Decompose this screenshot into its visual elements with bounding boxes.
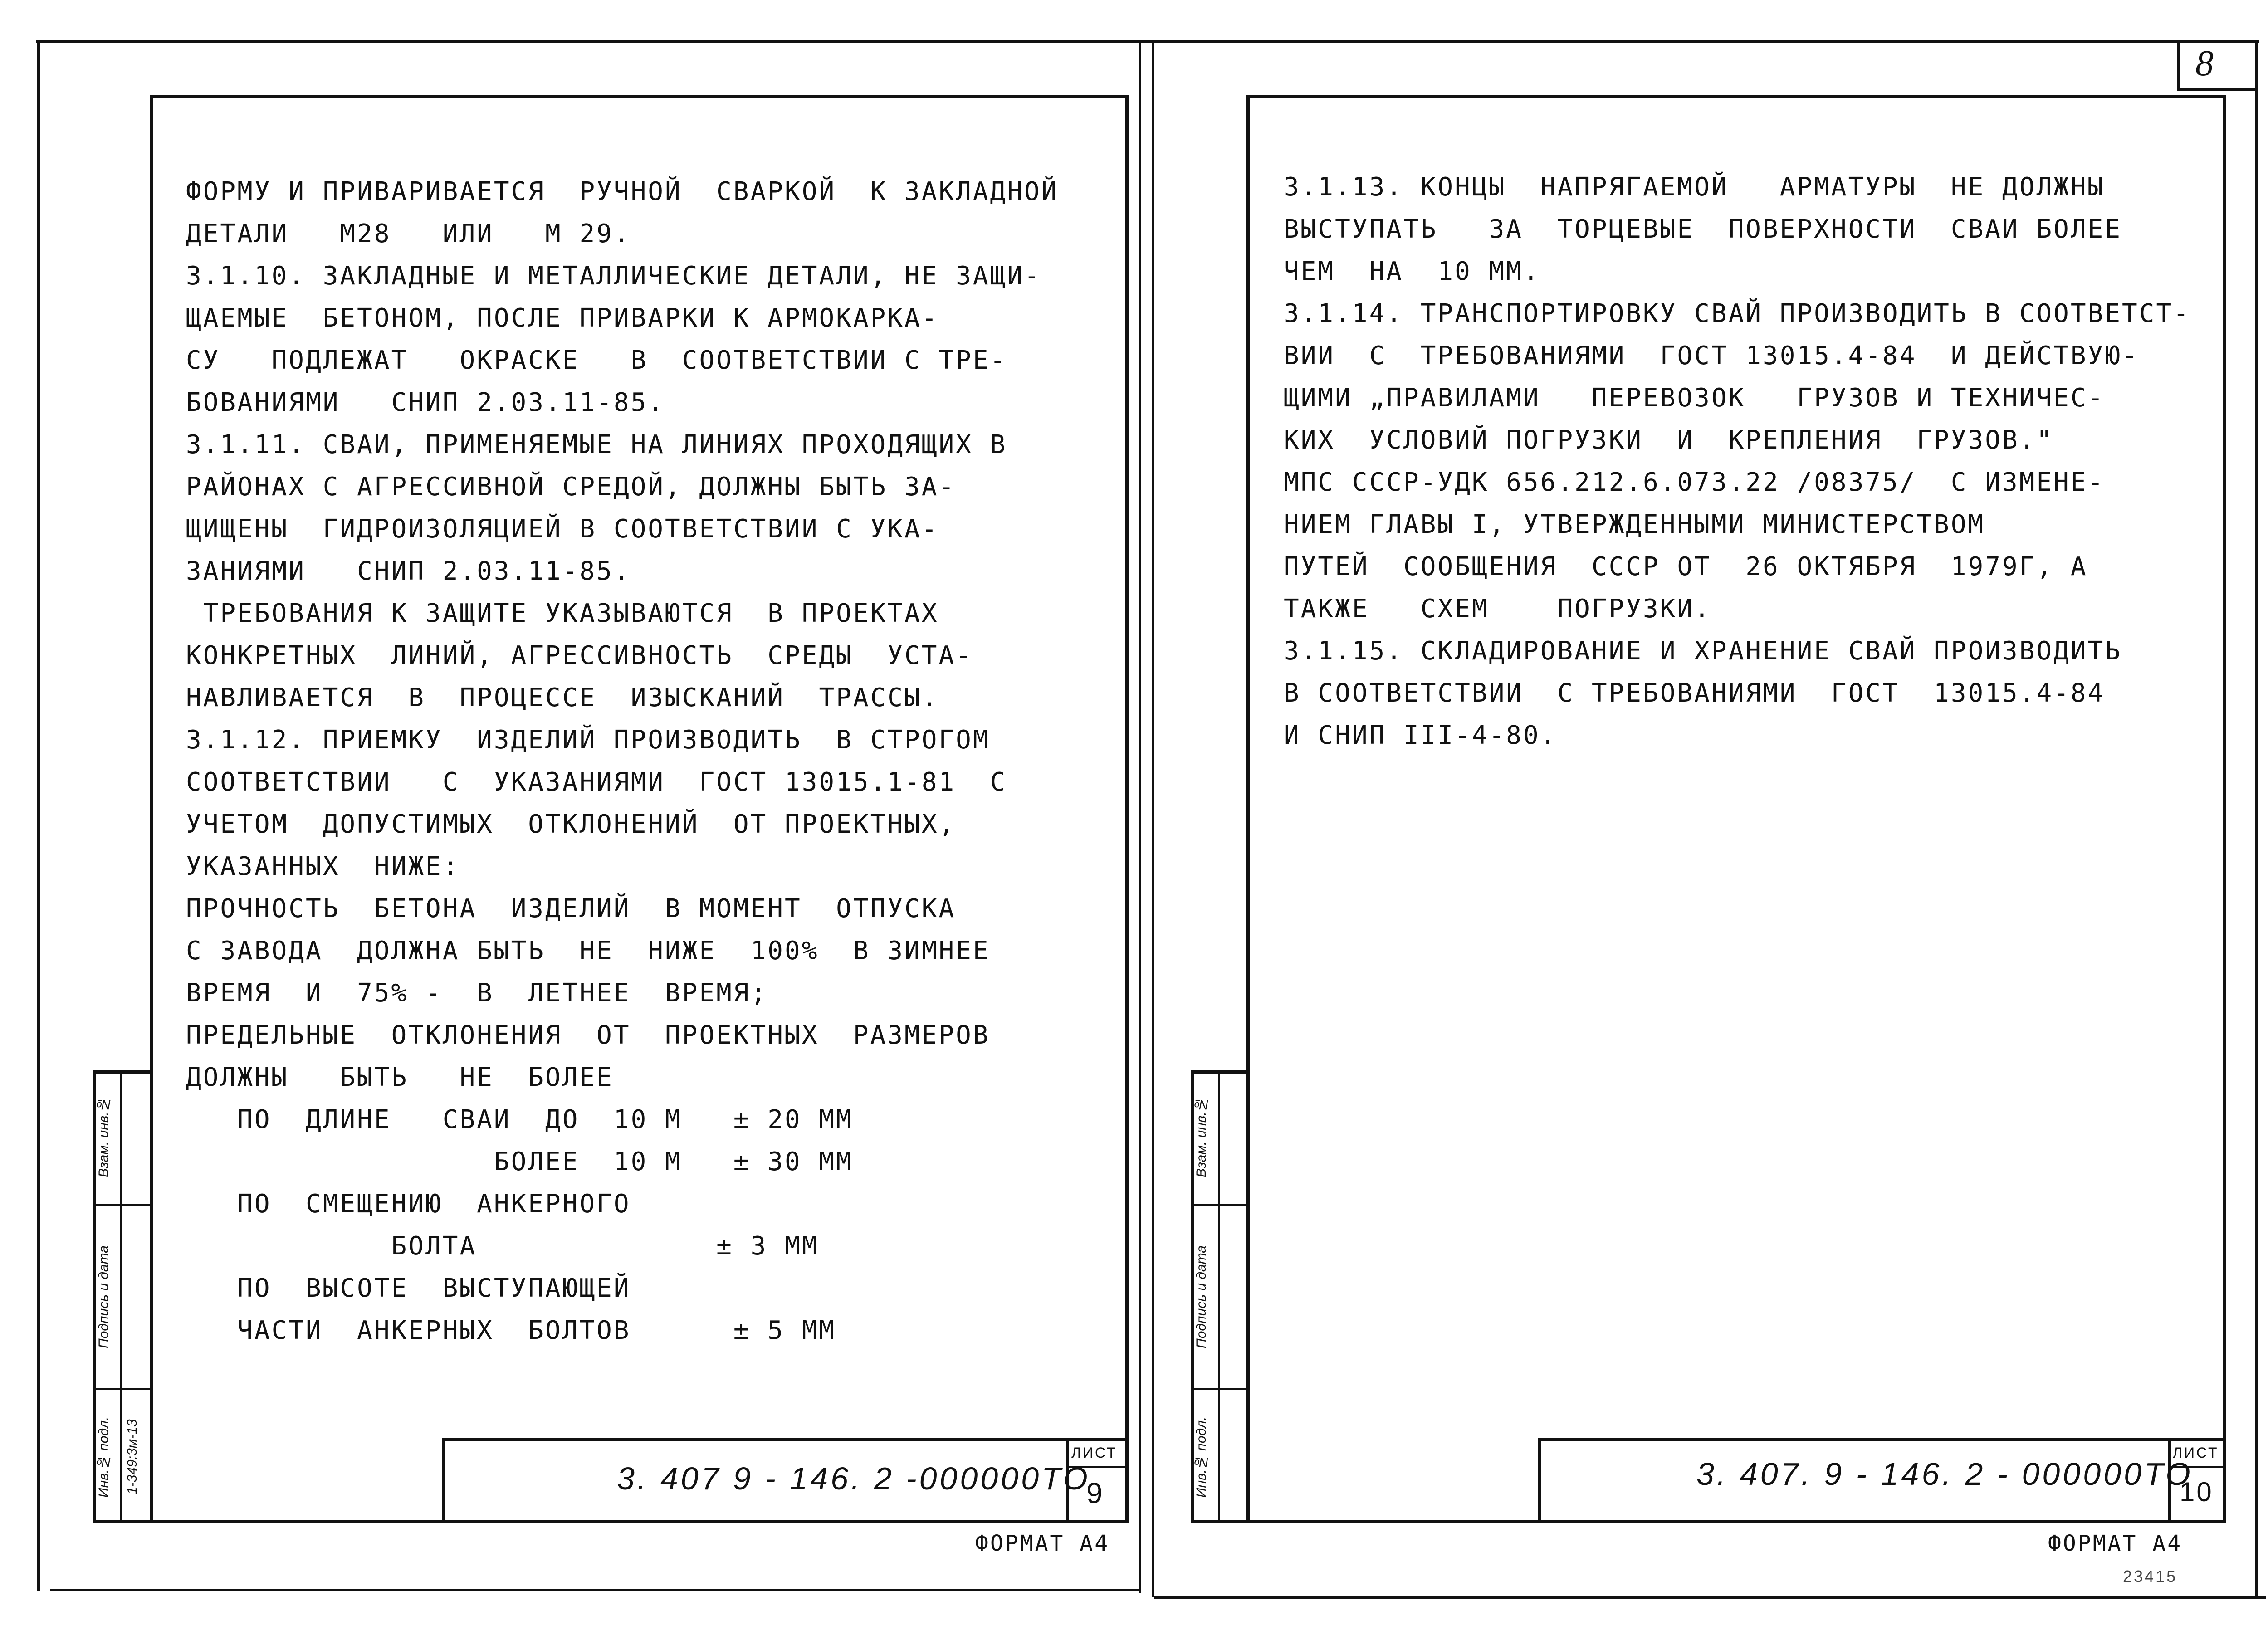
left-line-26: БОЛТА ± 3 ММ [186,1231,819,1261]
right-line-12: 3.1.15. СКЛАДИРОВАНИЕ И ХРАНЕНИЕ СВАЙ ПРОИЗВОДИТЬ [1284,636,2122,666]
left-line-27: ПО ВЫСОТЕ ВЫСТУПАЮЩЕЙ [186,1274,631,1303]
right-line-6: ЩИМИ „ПРАВИЛАМИ ПЕРЕВОЗОК ГРУЗОВ И ТЕХНИЧЕС- [1284,383,2105,413]
left-margin-col-divider [120,1070,122,1523]
left-stamp-code: 3. 407 9 - 146. 2 -000000ТО [617,1461,1090,1496]
outer-bottom-line-right [1154,1596,2266,1599]
outer-bottom-line-left [50,1589,1139,1591]
right-side-label-inventory: Инв.№ подл. [1194,1416,1209,1498]
right-line-8: МПС СССР-УДК 656.212.6.073.22 /08375/ С ИЗМЕНЕ- [1284,468,2105,497]
outer-left-line [37,42,40,1591]
right-line-7: КИХ УСЛОВИЙ ПОГРУЗКИ И КРЕПЛЕНИЯ ГРУЗОВ." [1284,425,2054,455]
left-line-16: УЧЕТОМ ДОПУСТИМЫХ ОТКЛОНЕНИЙ ОТ ПРОЕКТНЫХ, [186,810,956,839]
right-line-5: ВИИ С ТРЕБОВАНИЯМИ ГОСТ 13015.4-84 И ДЕЙСТВУЮ- [1284,341,2139,371]
left-line-15: СООТВЕТСТВИИ С УКАЗАНИЯМИ ГОСТ 13015.1-81 С [186,767,1007,797]
left-line-22: ДОЛЖНЫ БЫТЬ НЕ БОЛЕЕ [186,1063,614,1092]
right-side-label-replace: Взам. инв.№ [1194,1097,1209,1178]
left-line-28: ЧАСТИ АНКЕРНЫХ БОЛТОВ ± 5 ММ [186,1316,836,1345]
left-line-3: 3.1.10. ЗАКЛАДНЫЕ И МЕТАЛЛИЧЕСКИЕ ДЕТАЛИ, НЕ ЗАЩИ- [186,261,1041,291]
right-sheet-label: ЛИСТ [2173,1445,2219,1461]
right-side-label-signature: Подпись и дата [1194,1245,1209,1349]
left-line-4: ЩАЕМЫЕ БЕТОНОМ, ПОСЛЕ ПРИВАРКИ К АРМОКАРКА- [186,303,939,333]
left-line-6: БОВАНИЯМИ СНИП 2.03.11-85. [186,388,665,417]
right-line-11: ТАКЖЕ СХЕМ ПОГРУЗКИ. [1284,594,1711,624]
left-line-23: ПО ДЛИНЕ СВАИ ДО 10 М ± 20 ММ [186,1105,853,1134]
left-line-14: 3.1.12. ПРИЕМКУ ИЗДЕЛИЙ ПРОИЗВОДИТЬ В СТРОГОМ [186,725,990,755]
right-format-label: ФОРМАТ А4 [2048,1531,2183,1556]
right-margin-col-divider [1218,1070,1220,1523]
left-line-9: ЩИЩЕНЫ ГИДРОИЗОЛЯЦИЕЙ В СООТВЕТСТВИИ С УКА- [186,514,939,544]
fold-line-left [1139,42,1141,1593]
left-sheet-number: 9 [1086,1477,1105,1509]
right-line-3: ЧЕМ НА 10 ММ. [1284,257,1540,286]
left-line-11: ТРЕБОВАНИЯ К ЗАЩИТЕ УКАЗЫВАЮТСЯ В ПРОЕКТАХ [186,599,939,628]
left-line-12: КОНКРЕТНЫХ ЛИНИЙ, АГРЕССИВНОСТЬ СРЕДЫ УСТА- [186,641,973,670]
left-line-17: УКАЗАННЫХ НИЖЕ: [186,852,460,881]
right-sheet-number: 10 [2180,1477,2214,1507]
left-inventory-number: 1-349:3м-13 [125,1419,140,1495]
left-sheet-label: ЛИСТ [1071,1445,1118,1461]
left-line-25: ПО СМЕЩЕНИЮ АНКЕРНОГО [186,1189,631,1219]
fold-line-right [1152,42,1154,1597]
right-line-13: В СООТВЕТСТВИИ С ТРЕБОВАНИЯМИ ГОСТ 13015.4-84 [1284,678,2105,708]
right-line-4: 3.1.14. ТРАНСПОРТИРОВКУ СВАЙ ПРОИЗВОДИТЬ В СООТВЕТСТ- [1284,299,2190,328]
left-side-label-replace: Взам. инв.№ [96,1097,111,1178]
right-line-10: ПУТЕЙ СООБЩЕНИЯ СССР ОТ 26 ОКТЯБРЯ 1979Г, А [1284,552,2088,581]
left-side-label-inventory: Инв.№ подл. [96,1416,111,1498]
left-line-8: РАЙОНАХ С АГРЕССИВНОЙ СРЕДОЙ, ДОЛЖНЫ БЫТЬ ЗА- [186,472,956,502]
left-line-10: ЗАНИЯМИ СНИП 2.03.11-85. [186,556,631,586]
left-line-19: С ЗАВОДА ДОЛЖНА БЫТЬ НЕ НИЖЕ 100% В ЗИМНЕЕ [186,936,990,966]
outer-right-line [2255,42,2258,1597]
right-line-14: И СНИП III-4-80. [1284,721,1558,750]
left-line-21: ПРЕДЕЛЬНЫЕ ОТКЛОНЕНИЯ ОТ ПРОЕКТНЫХ РАЗМЕРОВ [186,1020,990,1050]
left-format-label: ФОРМАТ А4 [975,1531,1110,1556]
right-stamp-code: 3. 407. 9 - 146. 2 - 000000ТО [1696,1456,2193,1492]
page-number-box [2177,41,2255,91]
left-margin-row2 [93,1388,150,1390]
right-line-9: НИЕМ ГЛАВЫ I, УТВЕРЖДЕННЫМИ МИНИСТЕРСТВОМ [1284,510,1985,539]
outer-top-line [36,40,2259,43]
right-margin-row2 [1191,1388,1246,1390]
left-line-5: СУ ПОДЛЕЖАТ ОКРАСКЕ В СООТВЕТСТВИИ С ТРЕ- [186,346,1007,375]
right-line-2: ВЫСТУПАТЬ ЗА ТОРЦЕВЫЕ ПОВЕРХНОСТИ СВАИ БОЛЕЕ [1284,215,2122,244]
left-line-24: БОЛЕЕ 10 М ± 30 ММ [186,1147,853,1176]
left-line-2: ДЕТАЛИ М28 ИЛИ М 29. [186,219,631,249]
left-line-13: НАВЛИВАЕТСЯ В ПРОЦЕССЕ ИЗЫСКАНИЙ ТРАССЫ. [186,683,939,713]
left-line-7: 3.1.11. СВАИ, ПРИМЕНЯЕМЫЕ НА ЛИНИЯХ ПРОХОДЯЩИХ В [186,430,1007,459]
right-line-1: 3.1.13. КОНЦЫ НАПРЯГАЕМОЙ АРМАТУРЫ НЕ ДОЛЖНЫ [1284,172,2105,202]
right-corner-mark: 23415 [2123,1567,2178,1586]
left-line-1: ФОРМУ И ПРИВАРИВАЕТСЯ РУЧНОЙ СВАРКОЙ К ЗАКЛАДНОЙ [186,177,1059,206]
page-number: 8 [2195,44,2215,83]
left-side-label-signature: Подпись и дата [96,1245,111,1349]
left-line-20: ВРЕМЯ И 75% - В ЛЕТНЕЕ ВРЕМЯ; [186,978,768,1008]
left-margin-row1 [93,1204,150,1206]
right-margin-row1 [1191,1204,1246,1206]
left-line-18: ПРОЧНОСТЬ БЕТОНА ИЗДЕЛИЙ В МОМЕНТ ОТПУСКА [186,894,956,923]
